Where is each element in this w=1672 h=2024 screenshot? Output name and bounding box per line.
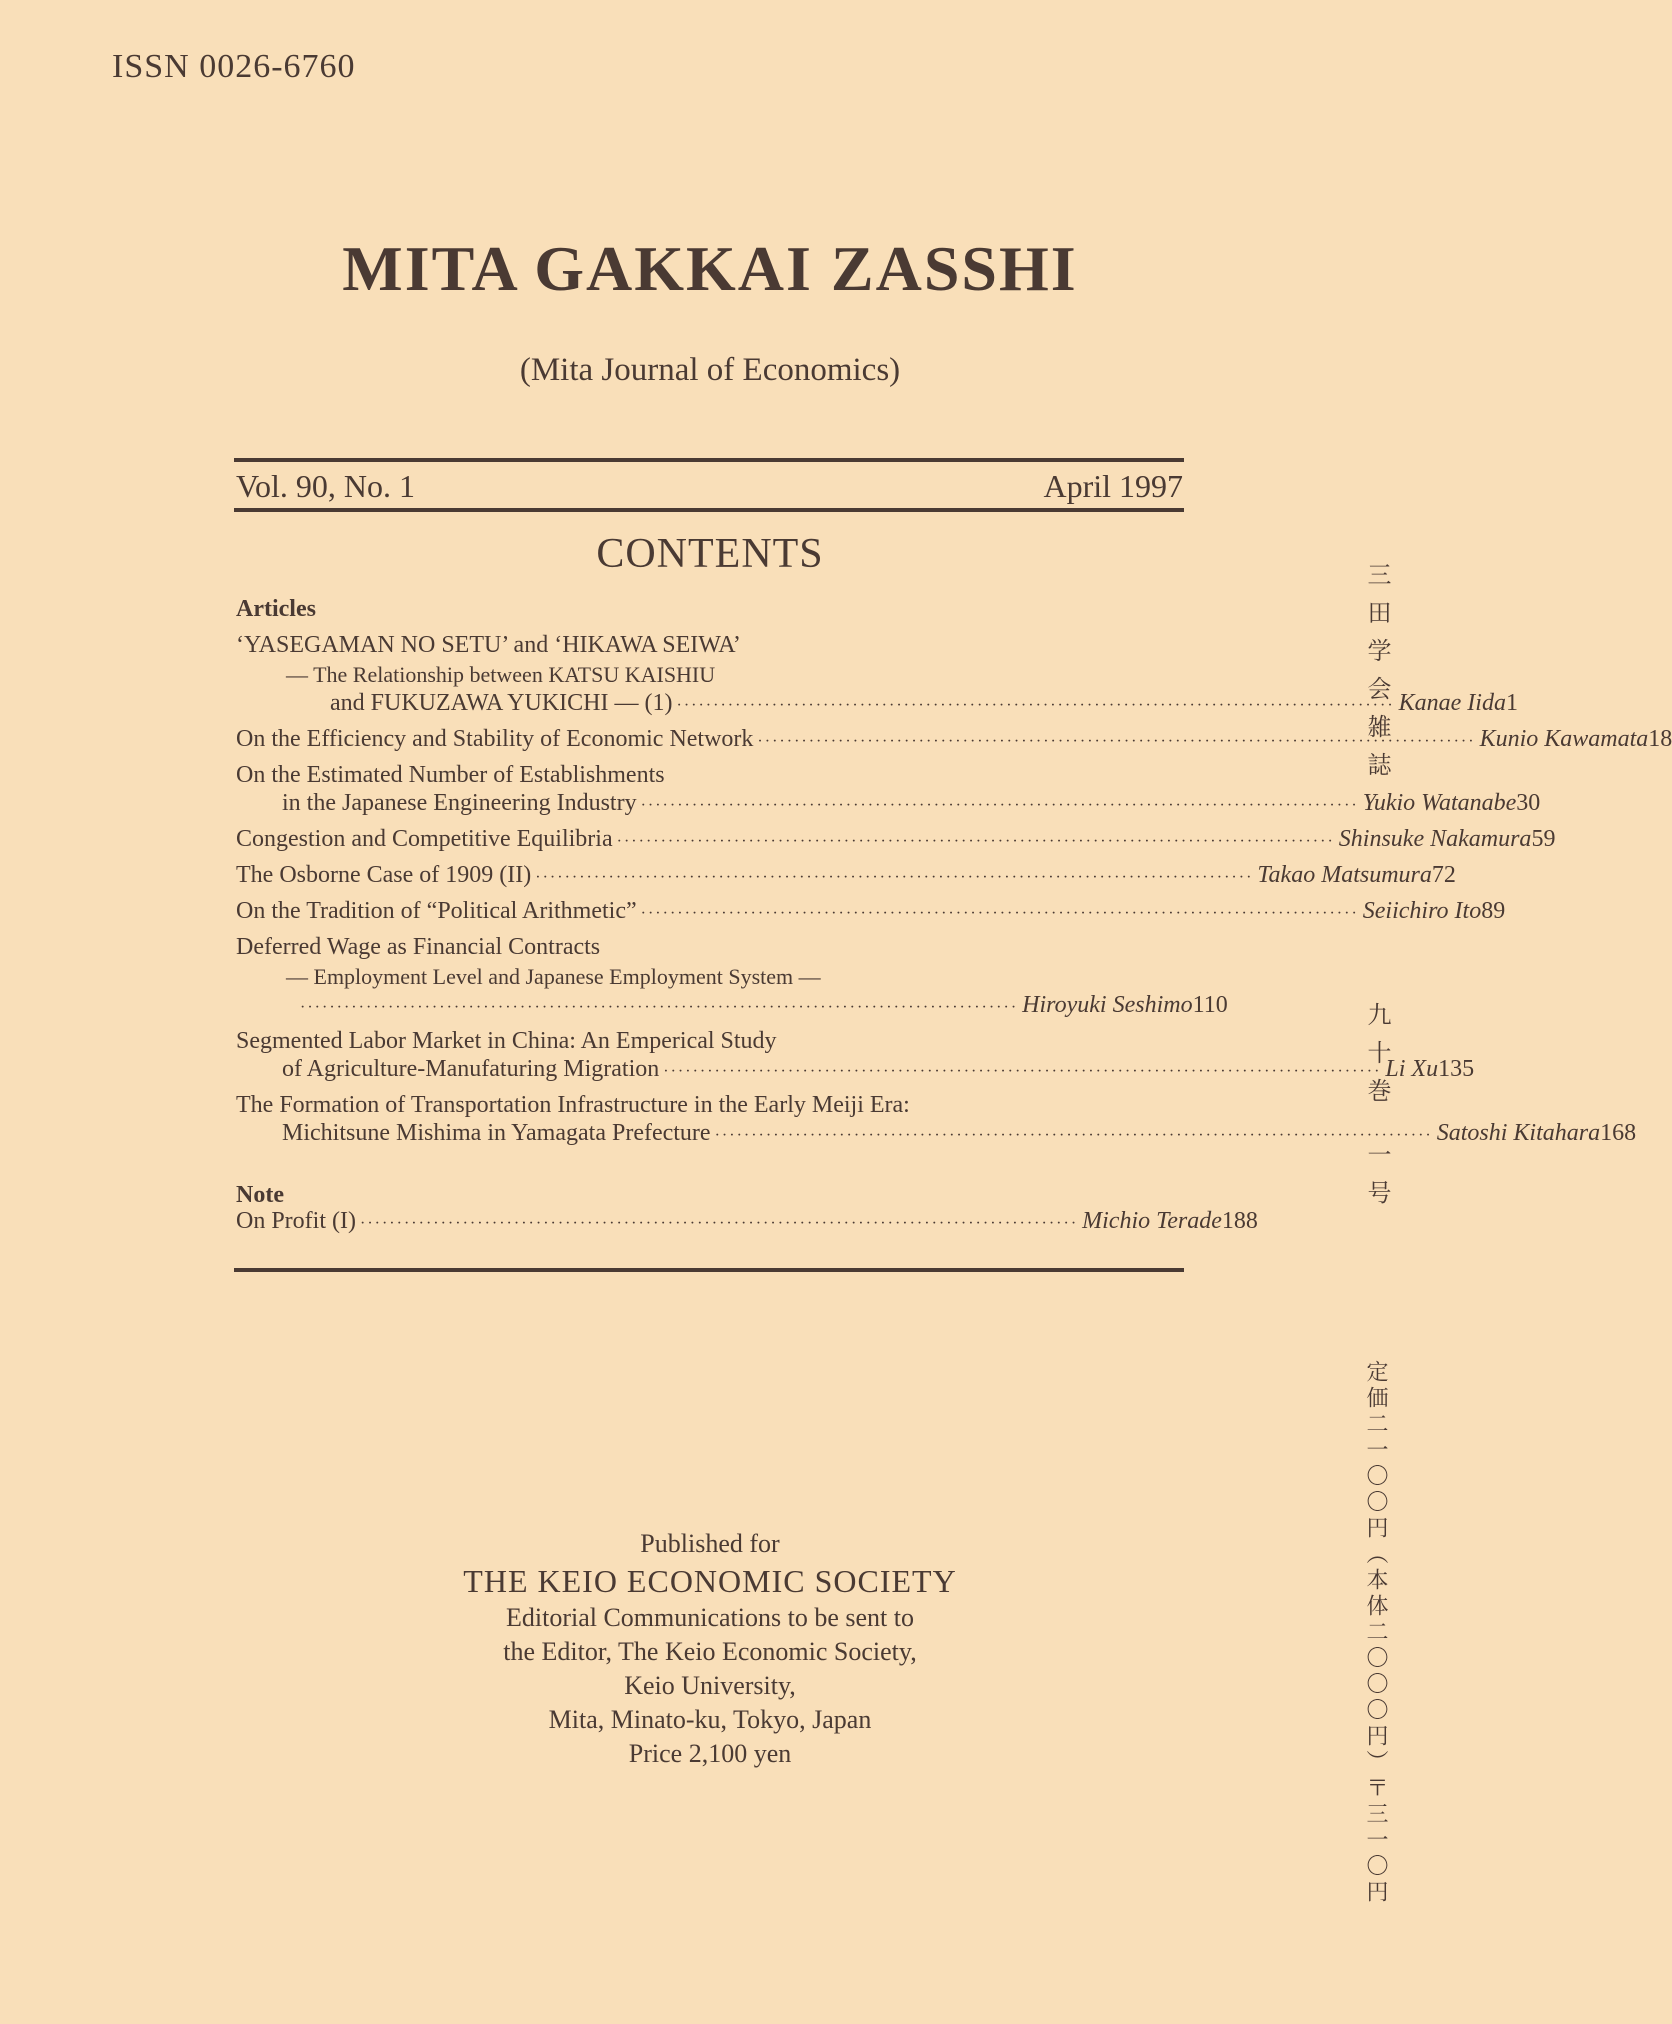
bottom-rule [234,1268,1184,1272]
article-9-line-2: Michitsune Mishima in Yamagata Prefecture [282,1120,711,1146]
contents-heading: CONTENTS [596,531,824,577]
journal-subtitle: (Mita Journal of Economics) [519,352,901,388]
article-8-page: 135 [1438,1056,1475,1082]
leader-dots: ·································································································· [757,733,1476,750]
article-7-author: Hiroyuki Seshimo [1022,992,1193,1018]
note-1-page: 188 [1221,1208,1258,1234]
note-1-title: On Profit (I) [236,1208,356,1234]
article-8-author: Li Xu [1385,1056,1439,1082]
article-9-page: 168 [1600,1120,1637,1146]
published-for: Published for [640,1529,780,1558]
article-7-entry[interactable] [296,992,1228,1024]
journal-title: MITA GAKKAI ZASSHI [342,233,1078,304]
article-1-line-2: — The Relationship between KATSU KAISHIU [286,662,716,687]
article-6-author: Seiichiro Ito [1362,898,1482,924]
article-3-author: Yukio Watanabe [1362,790,1517,816]
article-2-entry[interactable] [236,726,1672,758]
article-7-line-2: — Employment Level and Japanese Employment System — [286,964,821,989]
price-line: Price 2,100 yen [628,1739,792,1768]
issn: ISSN 0026-6760 [112,48,356,85]
article-9-entry[interactable] [282,1120,1637,1152]
leader-dots: ·································································································· [300,999,1019,1016]
leader-dots: ·································································································· [663,1063,1382,1080]
spine-number: 一号 [1363,1142,1391,1218]
article-8-line-1: Segmented Labor Market in China: An Emperical Study [236,1028,777,1054]
editorial-line: Editorial Communications to be sent to [505,1603,914,1632]
article-1-page: 1 [1505,690,1518,716]
article-4-title: Congestion and Competitive Equilibria [236,826,613,852]
leader-dots: ·································································································· [640,905,1359,922]
spine-volume: 九十巻 [1363,1002,1391,1116]
article-1-line-3: and FUKUZAWA YUKICHI — (1) [330,690,673,716]
article-5-title: The Osborne Case of 1909 (II) [236,862,532,888]
university-line: Keio University, [624,1671,796,1700]
article-2-page: 18 [1648,726,1672,752]
article-1-entry[interactable] [330,690,1518,722]
spine-title: 三田学会雑誌 [1363,562,1391,790]
article-4-entry[interactable] [236,826,1556,858]
article-6-entry[interactable] [236,898,1506,930]
note-1-entry[interactable] [236,1208,1258,1240]
articles-heading: Articles [236,596,316,622]
leader-dots: ·································································································· [640,797,1359,814]
article-8-entry[interactable] [282,1056,1475,1088]
issue-date: April 1997 [1043,468,1183,504]
article-5-page: 72 [1431,862,1456,888]
note-heading: Note [236,1182,284,1208]
article-2-title: On the Efficiency and Stability of Economic Network [236,726,754,752]
note-1-author: Michio Terade [1082,1208,1222,1234]
article-7-page: 110 [1192,992,1228,1018]
publisher-block [0,1527,1420,1771]
article-2-author: Kunio Kawamata [1479,726,1649,752]
address-line: Mita, Minato-ku, Tokyo, Japan [548,1705,872,1734]
leader-dots: ·································································································· [616,833,1335,850]
leader-dots: ·································································································· [714,1127,1433,1144]
spine-price: 定価二一〇〇円（本体二〇〇〇円）〒三一〇円 [1363,1360,1388,1906]
top-rule [234,458,1184,462]
leader-dots: ·································································································· [535,869,1254,886]
leader-dots: ·································································································· [359,1215,1079,1232]
article-3-entry[interactable] [282,790,1541,822]
article-9-author: Satoshi Kitahara [1436,1120,1601,1146]
article-3-line-1: On the Estimated Number of Establishments [236,762,665,788]
article-1-author: Kanae Iida [1398,690,1506,716]
article-1-line-1: ‘YASEGAMAN NO SETU’ and ‘HIKAWA SEIWA’ [236,632,741,658]
article-9-line-1: The Formation of Transportation Infrastructure in the Early Meiji Era: [236,1092,910,1118]
volume-number: Vol. 90, No. 1 [236,468,415,504]
article-3-page: 30 [1516,790,1541,816]
article-6-page: 89 [1481,898,1506,924]
article-5-entry[interactable] [236,862,1456,894]
editor-line: the Editor, The Keio Economic Society, [503,1637,917,1666]
article-3-line-2: in the Japanese Engineering Industry [282,790,637,816]
article-4-page: 59 [1531,826,1556,852]
article-4-author: Shinsuke Nakamura [1338,826,1532,852]
header-rule [234,508,1184,512]
article-8-line-2: of Agriculture-Manufaturing Migration [282,1056,660,1082]
article-5-author: Takao Matsumura [1257,862,1432,888]
leader-dots: ·································································································· [676,697,1395,714]
society-name: THE KEIO ECONOMIC SOCIETY [463,1563,957,1599]
article-6-title: On the Tradition of “Political Arithmetic” [236,898,637,924]
article-7-line-1: Deferred Wage as Financial Contracts [236,934,601,960]
